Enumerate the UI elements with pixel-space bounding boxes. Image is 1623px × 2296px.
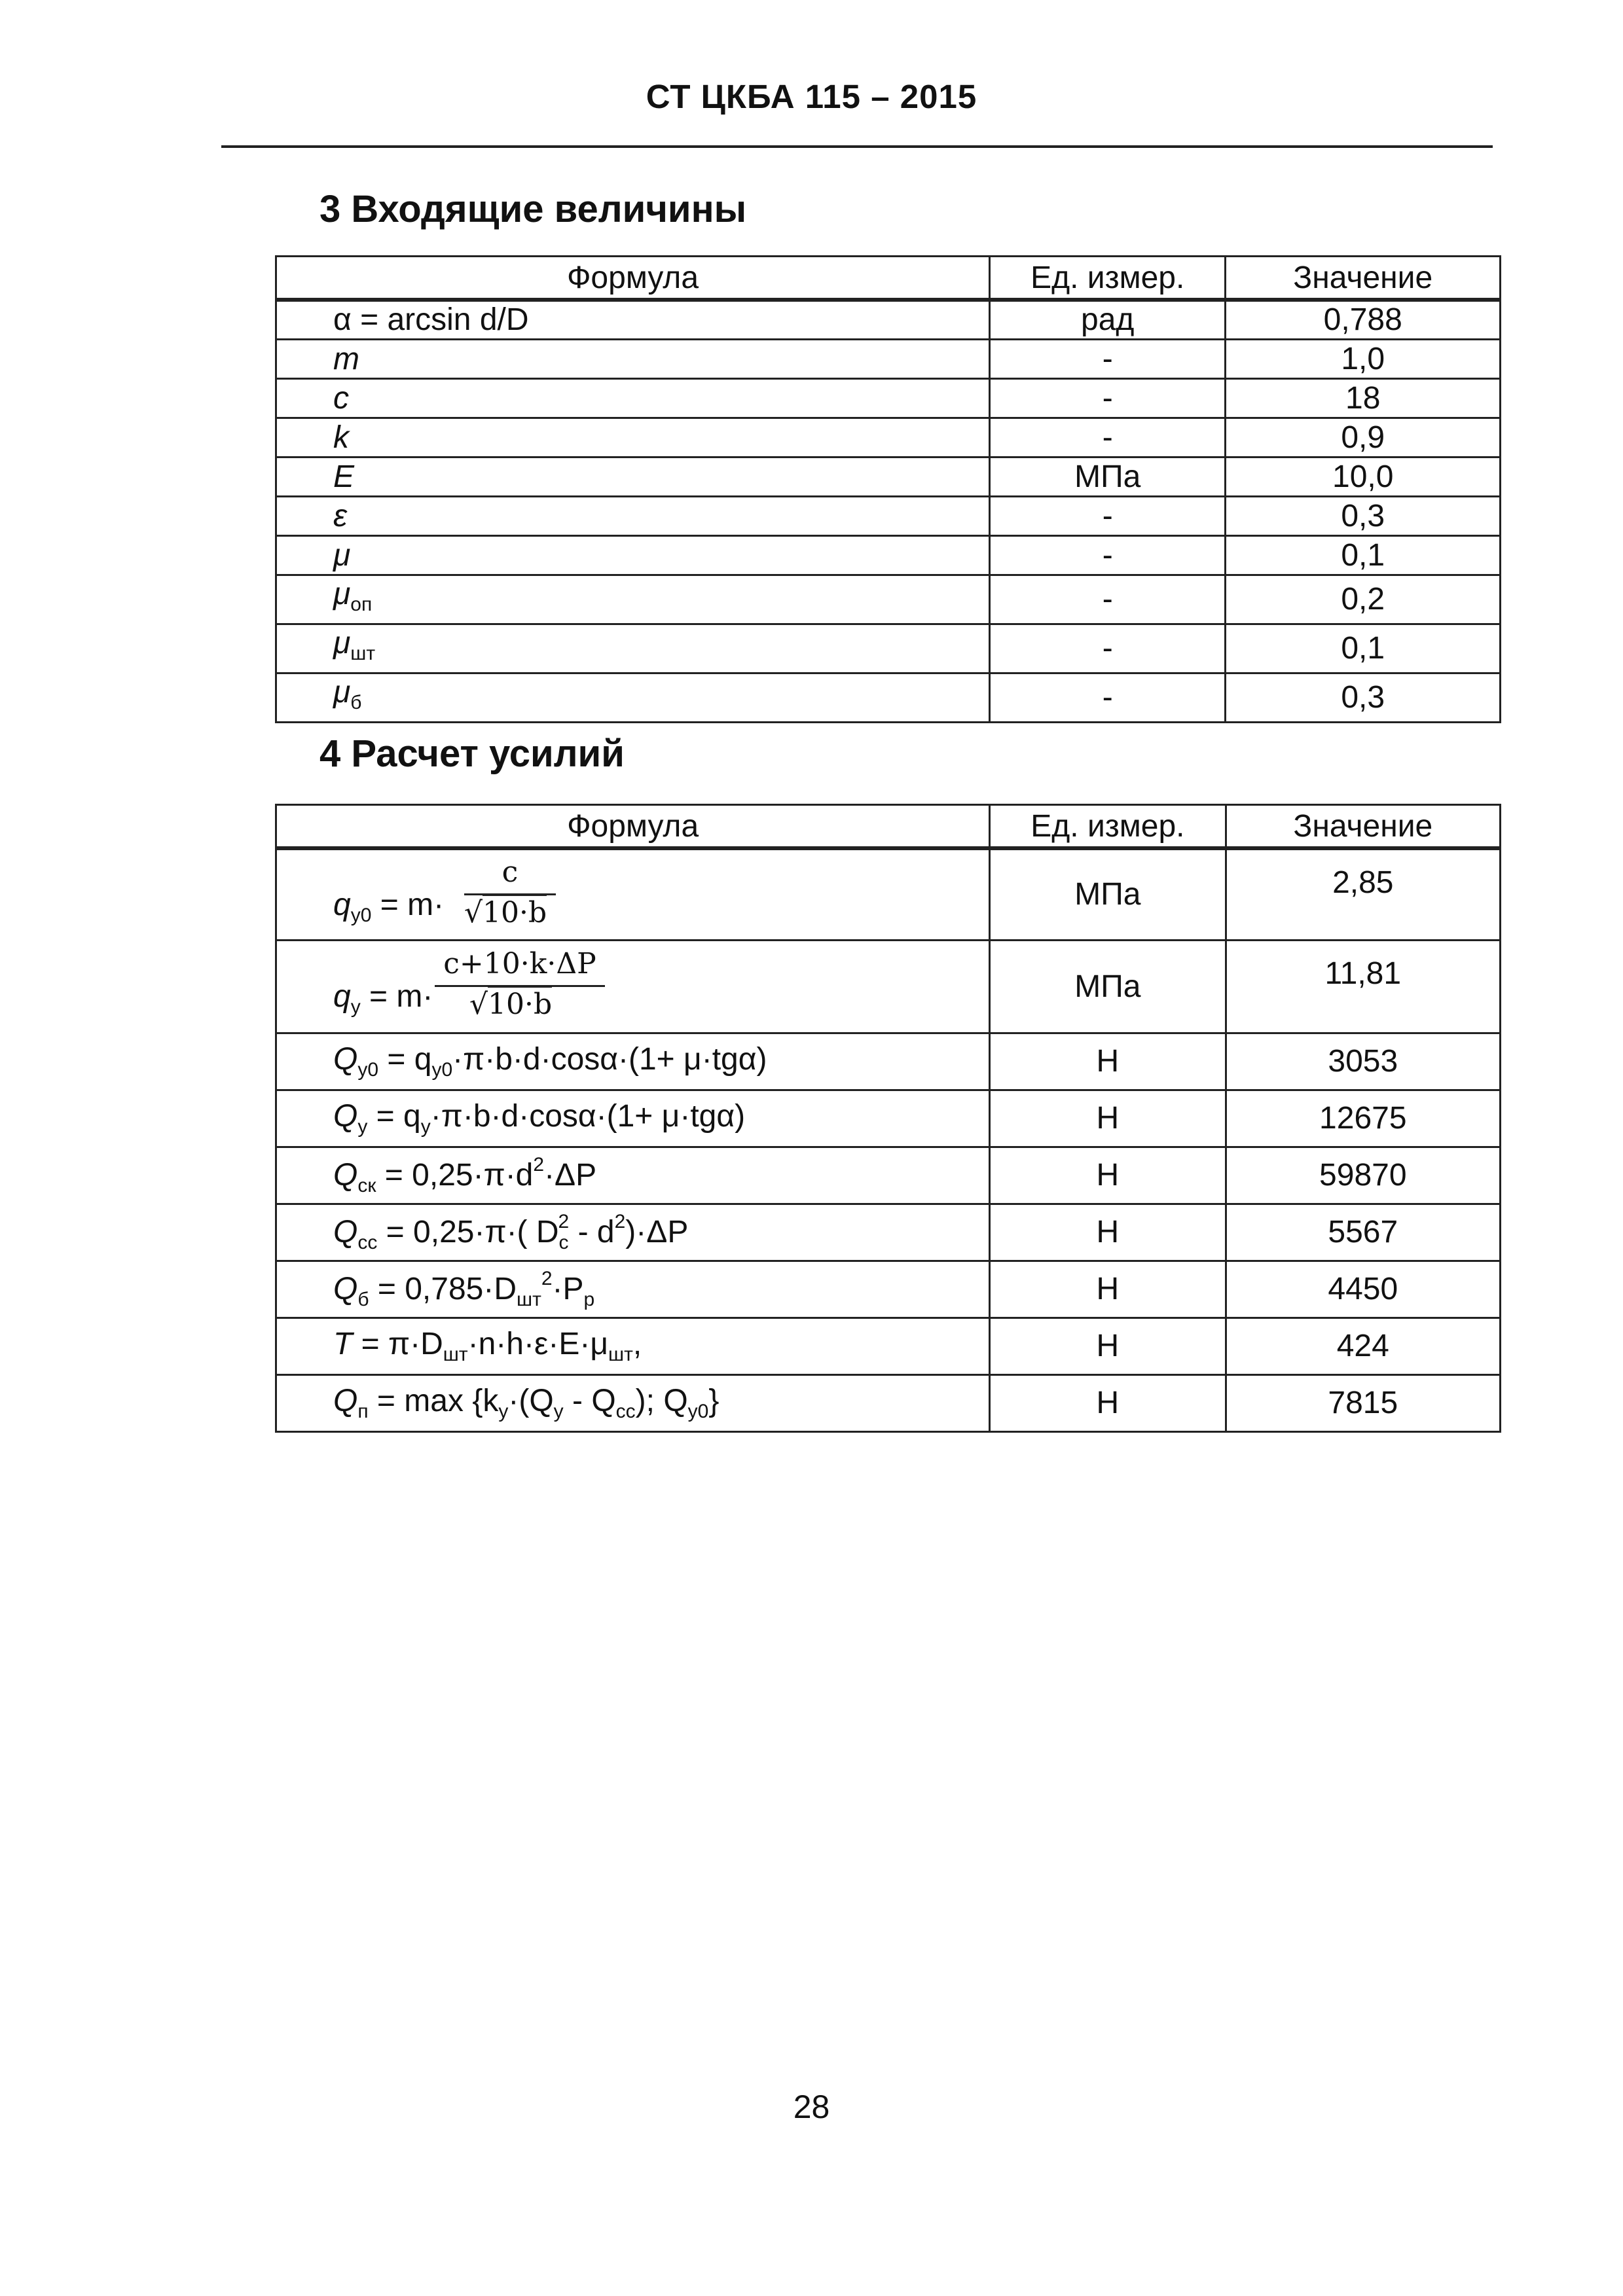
value-cell: 4450 xyxy=(1226,1261,1500,1318)
value-cell: 424 xyxy=(1226,1318,1500,1374)
unit-cell: Н xyxy=(990,1147,1226,1204)
table-row xyxy=(276,575,1501,624)
unit-cell: МПа xyxy=(990,848,1226,940)
fraction-denominator: √10·b xyxy=(464,896,547,929)
unit-cell: рад xyxy=(989,300,1226,340)
value-cell: 0,3 xyxy=(1226,673,1501,723)
table-row xyxy=(276,848,1501,940)
document-code-header: СТ ЦКБА 115 – 2015 xyxy=(646,78,977,115)
formula-cell: $Q_б = 0,785\cdot D_{шт}^2\cdot P_р$ xyxy=(276,1261,990,1318)
table-row xyxy=(276,536,1501,575)
formula-subscript: шт xyxy=(350,643,376,664)
table-row xyxy=(276,673,1501,723)
value-cell: 0,788 xyxy=(1226,300,1501,340)
value-cell: 0,2 xyxy=(1226,575,1501,624)
formula-cell: $T = \pi\cdot D_{шт}\cdot n\cdot h\cdot\varepsilon\cdot E\cdot\mu_{шт}$, xyxy=(276,1318,990,1374)
value-cell: 0,9 xyxy=(1226,418,1501,457)
table-row xyxy=(276,1147,1501,1204)
value-cell: 11,81 xyxy=(1226,940,1500,1033)
formula-symbol: μ xyxy=(333,626,351,660)
column-header-value: Значение xyxy=(1226,257,1501,300)
unit-cell: - xyxy=(989,497,1226,536)
fraction-numerator: c+10·k·ΔP xyxy=(443,947,596,980)
table-row xyxy=(276,1033,1501,1090)
unit-cell: Н xyxy=(990,1261,1226,1318)
fraction-formula xyxy=(333,855,989,934)
formula-cell xyxy=(276,673,990,723)
section-4-title: 4 Расчет усилий xyxy=(319,732,625,775)
table-header-row xyxy=(276,257,1501,300)
formula-cell xyxy=(276,940,990,1033)
formula-symbol: μ xyxy=(333,675,351,709)
unit-cell: МПа xyxy=(989,457,1226,497)
page-number: 28 xyxy=(793,2089,830,2125)
column-header-value: Значение xyxy=(1226,805,1500,849)
value-cell: 5567 xyxy=(1226,1204,1500,1261)
unit-cell: Н xyxy=(990,1374,1226,1431)
table-row xyxy=(276,379,1501,418)
table-row xyxy=(276,1090,1501,1147)
formula-cell: k xyxy=(276,418,990,457)
unit-cell: Н xyxy=(990,1090,1226,1147)
table-row xyxy=(276,497,1501,536)
value-cell: 18 xyxy=(1226,379,1501,418)
column-header-unit: Ед. измер. xyxy=(989,257,1226,300)
formula-subscript: оп xyxy=(350,594,373,615)
value-cell: 12675 xyxy=(1226,1090,1500,1147)
value-cell: 0,1 xyxy=(1226,536,1501,575)
sqrt-icon: √ xyxy=(464,895,483,929)
fraction-denominator: √10·b xyxy=(469,988,552,1021)
formula-cell xyxy=(276,624,990,673)
unit-cell: - xyxy=(989,340,1226,379)
table-row xyxy=(276,1374,1501,1431)
column-header-formula: Формула xyxy=(276,805,990,849)
table-header-row xyxy=(276,805,1501,849)
formula-cell: ε xyxy=(276,497,990,536)
formula-cell: $Q_y = q_y\cdot\pi\cdot b\cdot d\cdot\cos\alpha\cdot(1+ \mu\cdot tg\alpha)$ xyxy=(276,1090,990,1147)
formula-cell: E xyxy=(276,457,990,497)
unit-cell: Н xyxy=(990,1204,1226,1261)
table-row xyxy=(276,940,1501,1033)
table-row xyxy=(276,1204,1501,1261)
unit-cell: - xyxy=(989,379,1226,418)
unit-cell: - xyxy=(989,575,1226,624)
formula-cell: α = arcsin d/D xyxy=(276,300,990,340)
unit-cell: - xyxy=(989,673,1226,723)
section-3-title: 3 Входящие величины xyxy=(319,188,747,230)
header-rule xyxy=(221,145,1493,148)
unit-cell: МПа xyxy=(990,940,1226,1033)
value-cell: 2,85 xyxy=(1226,848,1500,940)
table-row xyxy=(276,1261,1501,1318)
fraction-lhs: $q_y = m\cdot$ xyxy=(333,979,433,1018)
unit-cell: Н xyxy=(990,1033,1226,1090)
sqrt-icon: √ xyxy=(469,988,488,1021)
formula-cell: $Q_{y0} = q_{y0}\cdot\pi\cdot b\cdot d\cdot\cos\alpha\cdot(1+ \mu\cdot tg\alpha)$ xyxy=(276,1033,990,1090)
table-row xyxy=(276,457,1501,497)
unit-cell: Н xyxy=(990,1318,1226,1374)
fraction-numerator: c xyxy=(501,855,519,889)
input-values-table xyxy=(275,255,1501,723)
formula-cell xyxy=(276,575,990,624)
formula-cell: $Q_{ск} = 0,25\cdot\pi\cdot d^2\cdot\Delta P$ xyxy=(276,1147,990,1204)
fraction-formula xyxy=(333,947,989,1026)
table-row xyxy=(276,418,1501,457)
unit-cell: - xyxy=(989,418,1226,457)
value-cell: 3053 xyxy=(1226,1033,1500,1090)
force-calculation-table xyxy=(275,804,1501,1433)
table-row xyxy=(276,624,1501,673)
formula-cell: $Q_п = \max \{k_y\cdot(Q_y - Q_{сс})$; $Q_{y0}$} xyxy=(276,1374,990,1431)
value-cell: 59870 xyxy=(1226,1147,1500,1204)
value-cell: 0,3 xyxy=(1226,497,1501,536)
table-row xyxy=(276,1318,1501,1374)
value-cell: 7815 xyxy=(1226,1374,1500,1431)
value-cell: 10,0 xyxy=(1226,457,1501,497)
formula-cell: $Q_{сс} = 0,25\cdot\pi\cdot$( $D_c^2 - d^2)\cdot\Delta P$ xyxy=(276,1204,990,1261)
value-cell: 0,1 xyxy=(1226,624,1501,673)
unit-cell: - xyxy=(989,536,1226,575)
table-row xyxy=(276,340,1501,379)
column-header-unit: Ед. измер. xyxy=(990,805,1226,849)
column-header-formula: Формула xyxy=(276,257,990,300)
table-row xyxy=(276,300,1501,340)
formula-cell xyxy=(276,848,990,940)
value-cell: 1,0 xyxy=(1226,340,1501,379)
formula-cell: m xyxy=(276,340,990,379)
formula-subscript: б xyxy=(350,692,362,713)
formula-symbol: μ xyxy=(333,577,351,611)
fraction-lhs: $q_{y0} = m\cdot$ xyxy=(333,887,445,926)
formula-cell: c xyxy=(276,379,990,418)
unit-cell: - xyxy=(989,624,1226,673)
formula-cell: μ xyxy=(276,536,990,575)
